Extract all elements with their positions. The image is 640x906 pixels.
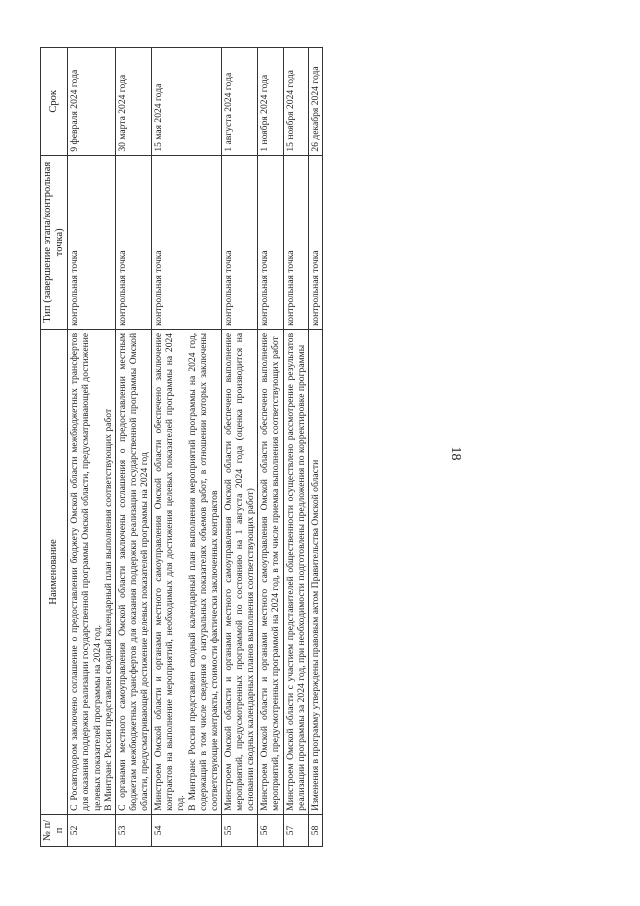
row-number: 58 bbox=[308, 814, 322, 846]
row-name-paragraph: Изменения в программу утверждены правовым актом Правительства Омской области bbox=[309, 459, 321, 811]
row-type: контрольная точка bbox=[283, 155, 308, 329]
row-name-paragraph: С Росавтодором заключено соглашение о предоставлении бюджету Омской области межбюджетных трансфертов для оказания поддержки реализации государственной программы Омской области, предусматривающей достижение целевых показателей программы на 2024 год. bbox=[69, 332, 103, 811]
row-name bbox=[68, 329, 116, 814]
table-header-row bbox=[41, 48, 68, 847]
row-name-paragraph: Минстроем Омской области и органами местного самоуправления Омской области обеспечено заключение контрактов на выполнение мероприятий, необходимых для достижения целевых показателей программы на 2024 год. bbox=[153, 332, 187, 811]
row-type: контрольная точка bbox=[308, 155, 322, 329]
row-date: 26 декабря 2024 года bbox=[308, 48, 322, 156]
header-name: Наименование bbox=[41, 329, 68, 814]
row-date: 1 ноября 2024 года bbox=[258, 48, 283, 156]
table-row bbox=[68, 48, 116, 847]
schedule-table bbox=[40, 47, 323, 847]
row-name-paragraph: В Минтранс России представлен сводный календарный план выполнения мероприятий программы на 2024 год, содержащий в том числе сведения о натуральных показателях объемов работ, в отношении которых заключены соответствующие контракты, стоимости фактически заключенных контрактов bbox=[186, 332, 220, 811]
row-name bbox=[221, 329, 257, 814]
row-number: 55 bbox=[221, 814, 257, 846]
table-row bbox=[258, 48, 283, 847]
table-row bbox=[308, 48, 322, 847]
table-row bbox=[115, 48, 151, 847]
row-name bbox=[258, 329, 283, 814]
row-name bbox=[283, 329, 308, 814]
row-name-paragraph: Минстроем Омской области и органами местного самоуправления Омской области обеспечено выполнение мероприятий, предусмотренных программой по состоянию на 1 августа 2024 года (оценка производится на основании сводных календарных планов выполнения соответствующих работ) bbox=[222, 332, 257, 811]
row-type: контрольная точка bbox=[258, 155, 283, 329]
row-name-paragraph: Минстроем Омской области с участием представителей общественности осуществлено рассмотрение результатов реализации программы за 2024 год, при необходимости подготовлены предложения по корректировке программы bbox=[284, 332, 307, 811]
row-type: контрольная точка bbox=[221, 155, 257, 329]
row-date: 15 ноября 2024 года bbox=[283, 48, 308, 156]
page-number: 18 bbox=[448, 446, 463, 461]
header-date: Срок bbox=[41, 48, 68, 156]
row-date: 1 августа 2024 года bbox=[221, 48, 257, 156]
row-number: 53 bbox=[115, 814, 151, 846]
row-name bbox=[115, 329, 151, 814]
row-number: 57 bbox=[283, 814, 308, 846]
row-date: 30 марта 2024 года bbox=[115, 48, 151, 156]
table-row bbox=[152, 48, 222, 847]
row-type: контрольная точка bbox=[115, 155, 151, 329]
table-row bbox=[283, 48, 308, 847]
row-name-paragraph: С органами местного самоуправления Омской области заключены соглашения о предоставлении местным бюджетам межбюджетных трансфертов для оказания поддержки реализации государственной программы Омской области, предусматривающей достижение целевых показателей программы на 2024 год bbox=[116, 332, 151, 811]
row-date: 15 мая 2024 года bbox=[152, 48, 222, 156]
header-type: Тип (завершение этапа/контрольная точка) bbox=[41, 155, 68, 329]
row-type: контрольная точка bbox=[152, 155, 222, 329]
row-type: контрольная точка bbox=[68, 155, 116, 329]
row-name bbox=[152, 329, 222, 814]
row-number: 56 bbox=[258, 814, 283, 846]
table-row bbox=[221, 48, 257, 847]
row-date: 9 февраля 2024 года bbox=[68, 48, 116, 156]
row-name-paragraph: В Минтранс России представлен сводный календарный план выполнения соответствующих работ bbox=[102, 408, 114, 811]
row-number: 52 bbox=[68, 814, 116, 846]
row-number: 54 bbox=[152, 814, 222, 846]
row-name bbox=[308, 329, 322, 814]
row-name-paragraph: Минстроем Омской области и органами местного самоуправления Омской области обеспечено выполнение мероприятий, предусмотренных программой на 2024 год, в том числе приемка выполнения соответствующих работ bbox=[259, 332, 282, 811]
header-number: № п/п bbox=[41, 814, 68, 846]
